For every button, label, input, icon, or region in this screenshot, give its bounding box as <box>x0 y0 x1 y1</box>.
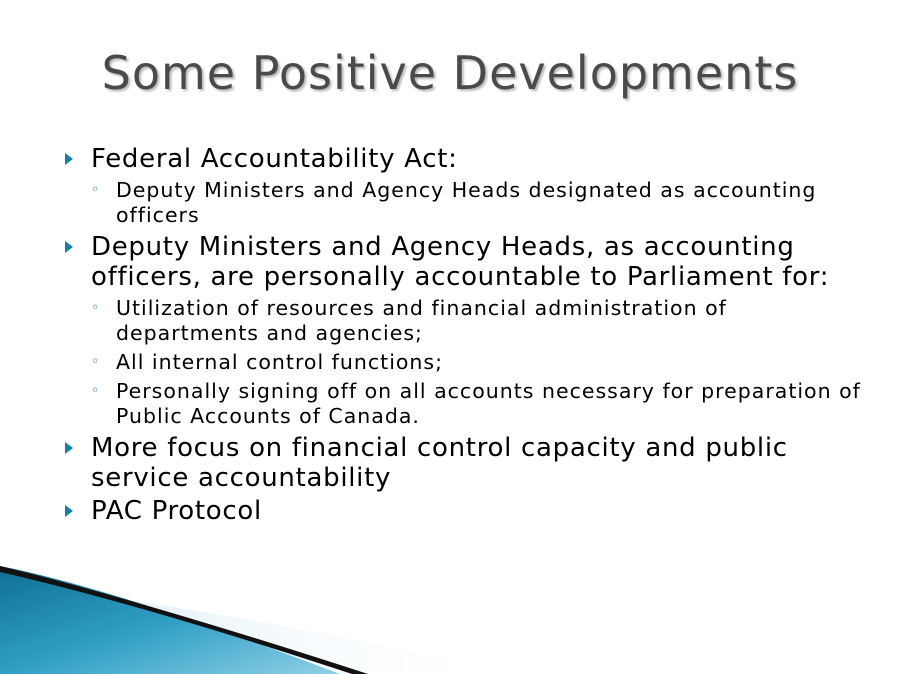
small-circle-icon: ◦ <box>91 383 101 399</box>
bullet-item <box>62 144 862 228</box>
bullet-item <box>62 433 862 493</box>
bullet-text: Deputy Ministers and Agency Heads, as accounting officers, are personally accountable to Parliament for: <box>91 232 830 292</box>
small-circle-icon: ◦ <box>91 182 101 198</box>
sub-bullet-text: All internal control functions; <box>116 350 444 374</box>
small-circle-icon: ◦ <box>91 354 101 370</box>
sub-bullet-text: Deputy Ministers and Agency Heads designated as accounting officers <box>116 178 817 227</box>
right-triangle-icon <box>65 505 73 517</box>
bullet-item <box>62 232 862 429</box>
small-circle-icon: ◦ <box>91 300 101 316</box>
bullet-text: More focus on financial control capacity and public service accountability <box>91 433 788 493</box>
sub-bullet-item <box>91 350 862 375</box>
bullet-text: PAC Protocol <box>91 496 262 526</box>
sub-bullet-item <box>91 178 862 228</box>
right-triangle-icon <box>65 153 73 165</box>
sub-bullet-list <box>91 296 862 429</box>
bullet-text: Federal Accountability Act: <box>91 144 458 174</box>
bullet-item <box>62 496 862 526</box>
sub-bullet-item <box>91 379 862 429</box>
sub-bullet-text: Personally signing off on all accounts necessary for preparation of Public Accounts of Canada. <box>116 379 861 428</box>
sub-bullet-item <box>91 296 862 346</box>
sub-bullet-list <box>91 178 862 228</box>
right-triangle-icon <box>65 241 73 253</box>
slide-title: Some Positive Developments <box>101 46 799 100</box>
sub-bullet-text: Utilization of resources and financial administration of departments and agencies; <box>116 296 727 345</box>
bullet-list <box>62 144 862 529</box>
right-triangle-icon <box>65 442 73 454</box>
